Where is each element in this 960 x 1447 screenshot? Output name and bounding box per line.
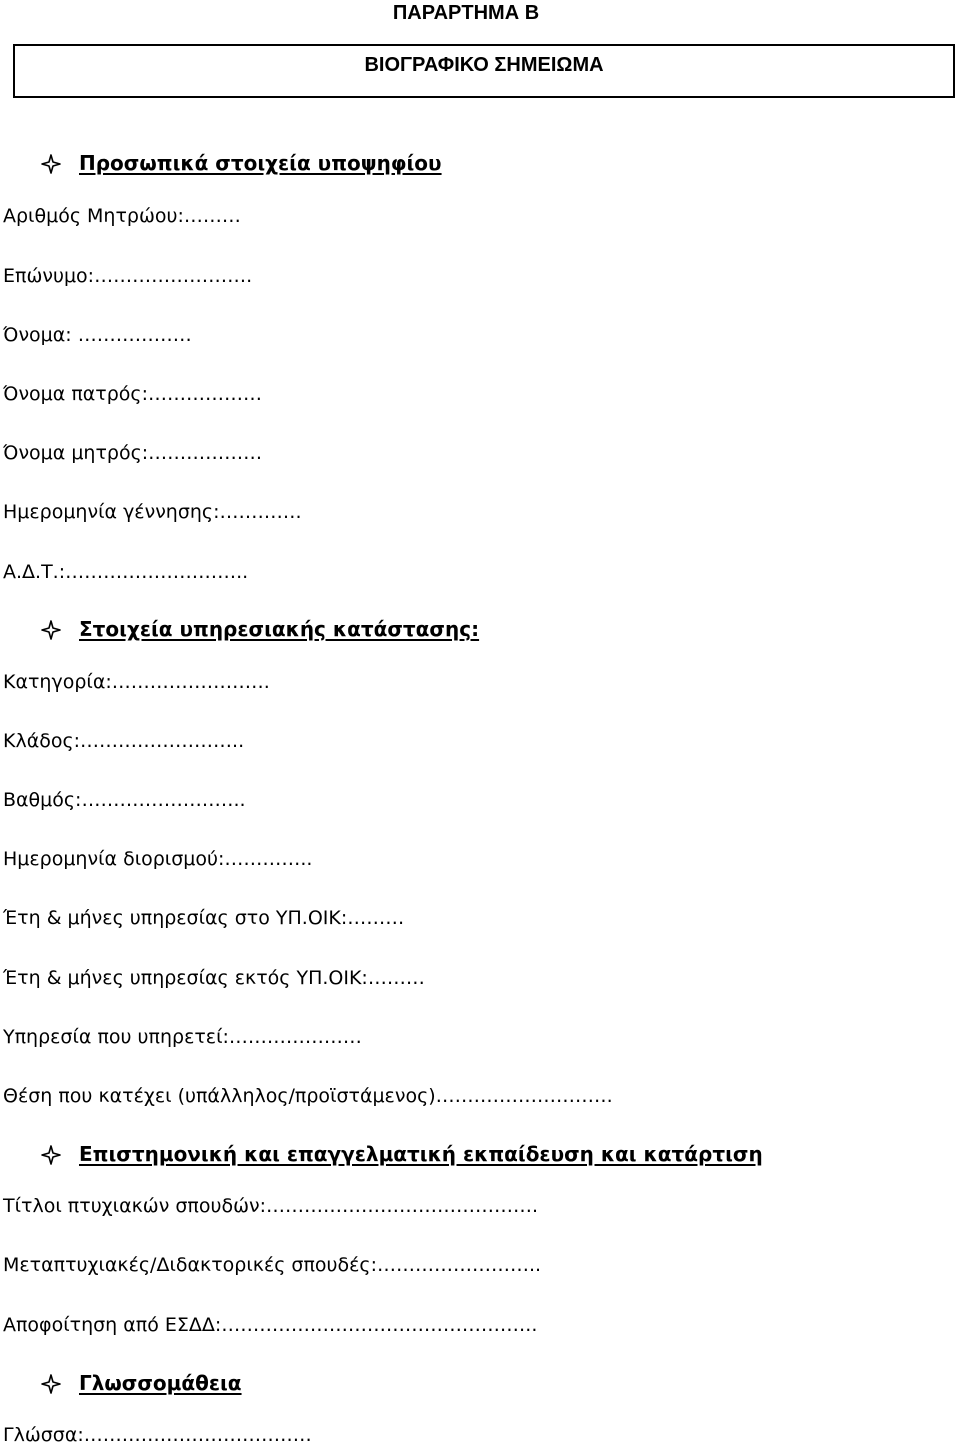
section-heading-text: Επιστημονική και επαγγελματική εκπαίδευση και κατάρτιση (79, 1142, 763, 1166)
field-id-card: Α.Δ.Τ.:……………………….. (3, 561, 249, 583)
field-postgraduate: Μεταπτυχιακές/Διδακτορικές σπουδές:…………………….. (3, 1254, 542, 1276)
cv-title: ΒΙΟΓΡΑΦΙΚΟ ΣΗΜΕΙΩΜΑ (364, 54, 604, 76)
field-service-inside: Έτη & μήνες υπηρεσίας στο ΥΠ.ΟΙΚ:……… (3, 907, 405, 929)
cv-title-box (13, 44, 955, 98)
field-grade: Βαθμός:…………………….. (3, 789, 246, 811)
field-father-name: Όνομα πατρός:……………… (3, 383, 262, 405)
field-branch: Κλάδος:…………………….. (3, 730, 245, 752)
field-language: Γλώσσα:……………………………… (3, 1424, 312, 1446)
diamond-bullet-icon (41, 154, 61, 174)
diamond-bullet-icon (41, 620, 61, 640)
field-current-service: Υπηρεσία που υπηρετεί:………………… (3, 1026, 362, 1048)
section-heading-text: Προσωπικά στοιχεία υποψηφίου (79, 151, 442, 175)
diamond-bullet-icon (41, 1145, 61, 1165)
field-birth-date: Ημερομηνία γέννησης:…………. (3, 501, 302, 523)
section-heading-text: Γλωσσομάθεια (79, 1371, 242, 1395)
field-category: Κατηγορία:……………………. (3, 671, 270, 693)
field-degree-titles: Τίτλοι πτυχιακών σπουδών:……………………………………. (3, 1195, 539, 1217)
diamond-bullet-icon (41, 1374, 61, 1394)
field-position: Θέση που κατέχει (υπάλληλος/προϊστάμενος)………………………. (3, 1085, 613, 1107)
field-appointment-date: Ημερομηνία διορισμού:………….. (3, 848, 313, 870)
section-heading-text: Στοιχεία υπηρεσιακής κατάστασης: (79, 617, 480, 641)
field-registry-number: Αριθμός Μητρώου:……… (3, 205, 241, 227)
field-service-outside: Έτη & μήνες υπηρεσίας εκτός ΥΠ.ΟΙΚ:……… (3, 967, 425, 989)
field-esdd-graduation: Αποφοίτηση από ΕΣΔΔ:………………………………………….. (3, 1314, 538, 1336)
field-first-name: Όνομα: ……………… (3, 324, 192, 346)
field-mother-name: Όνομα μητρός:……………… (3, 442, 263, 464)
field-surname: Επώνυμο:……………………. (3, 265, 253, 287)
annex-title: ΠΑΡΑΡΤΗΜΑ Β (392, 2, 540, 24)
